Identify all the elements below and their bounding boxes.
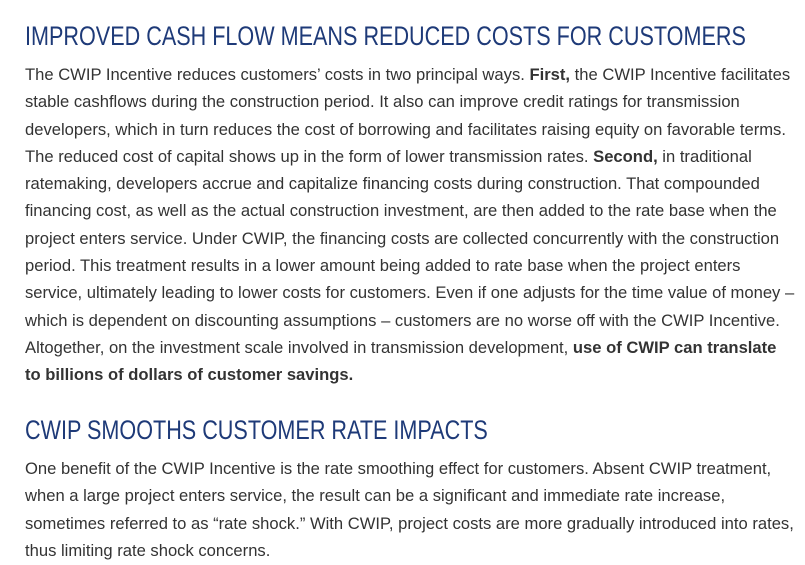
cash-flow-paragraph <box>25 61 795 389</box>
section-heading-cash-flow: IMPROVED CASH FLOW MEANS REDUCED COSTS FOR CUSTOMERS <box>25 21 746 51</box>
first-label: First, <box>529 65 571 84</box>
conclusion-bold-text: use of CWIP can translate to billions of dollars of customer savings. <box>25 337 777 385</box>
second-point-text: in traditional ratemaking, developers accrue and capitalize financing costs during construction. That compounded financing cost, as well as the actual construction investment, are then added to the rate base when the project enters service. Under CWIP, the financing costs are collected concurrently with the construction period. This treatment results in a lower amount being added to rate base when the project enters service, ultimately leading to lower costs for customers. Even if one adjusts for the time value of money – which is dependent on discounting assumptions – customers are no worse off with the CWIP Incentive. Altogether, on the investment scale involved in transmission development, <box>25 146 795 357</box>
section-heading-rate-impacts: CWIP SMOOTHS CUSTOMER RATE IMPACTS <box>25 415 488 445</box>
first-point-text: the CWIP Incentive facilitates stable cashflows during the construction period. It also can improve credit ratings for transmission developers, which in turn reduces the cost of borrowing and facilitates raising equity on favorable terms. The reduced cost of capital shows up in the form of lower transmission rates. <box>25 65 791 166</box>
intro-text: The CWIP Incentive reduces customers’ costs in two principal ways. <box>25 65 530 84</box>
second-label: Second, <box>593 146 658 166</box>
rate-impacts-paragraph: One benefit of the CWIP Incentive is the rate smoothing effect for customers. Absent CWIP treatment, when a large project enters service, the result can be a significant and immediate rate increase, sometimes referred to as “rate shock.” With CWIP, project costs are more gradually introduced into rates, thus limiting rate shock concerns. <box>25 459 794 560</box>
